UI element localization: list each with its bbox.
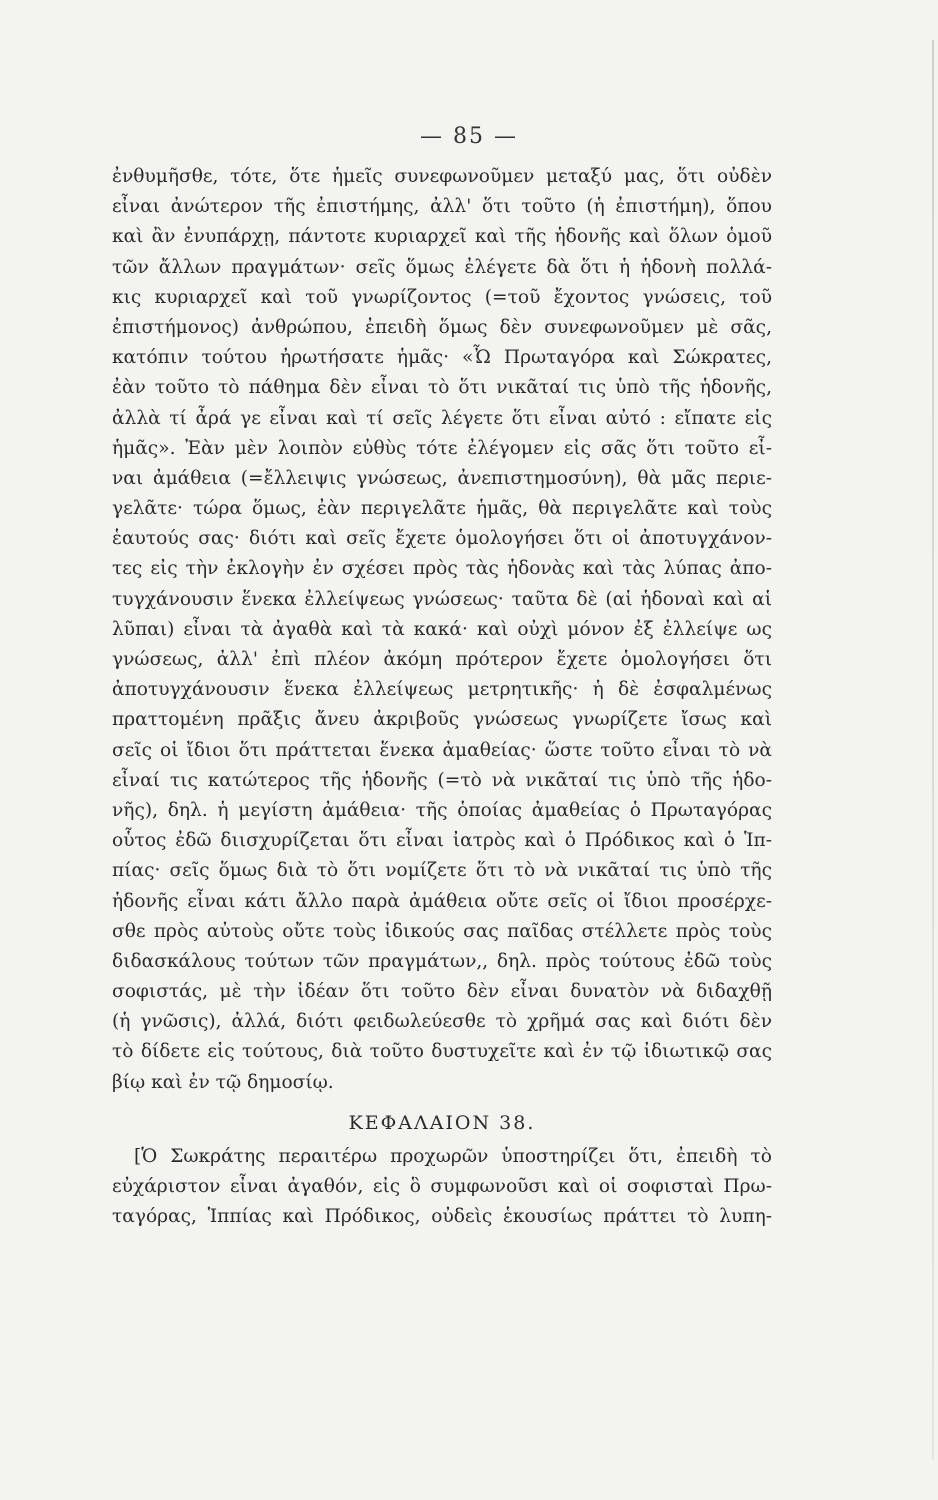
text-line: πίας· σεῖς ὅμως διὰ τὸ ὅτι νομίζετε ὅτι τὸ νὰ νικᾶταί τις ὑπὸ τῆς xyxy=(112,860,772,882)
text-line: ναι ἀμάθεια (=ἔλλειψις γνώσεως, ἀνεπιστημοσύνη), θὰ μᾶς περιε- xyxy=(112,467,772,489)
text-line: ἑαυτούς σας· διότι καὶ σεῖς ἔχετε ὁμολογήσει ὅτι οἱ ἀποτυγχάνον- xyxy=(112,528,772,550)
text-line: τῶν ἄλλων πραγμάτων· σεῖς ὅμως ἐλέγετε δὰ ὅτι ἡ ἡδονὴ πολλά- xyxy=(112,256,772,278)
text-line: τες εἰς τὴν ἐκλογὴν ἐν σχέσει πρὸς τὰς ἡδονὰς καὶ τὰς λύπας ἀπο- xyxy=(112,558,772,580)
text-block xyxy=(112,162,772,1233)
text-line: κις κυριαρχεῖ καὶ τοῦ γνωρίζοντος (=τοῦ ἔχοντος γνώσεις, τοῦ xyxy=(112,286,772,308)
text-line: σοφιστάς, μὲ τὴν ἰδέαν ὅτι τοῦτο δὲν εἶναι δυνατὸν νὰ διδαχθῇ xyxy=(112,981,772,1003)
text-line: πραττομένη πρᾶξις ἄνευ ἀκριβοῦς γνώσεως γνωρίζετε ἴσως καὶ xyxy=(112,709,772,731)
text-line: τυγχάνουσιν ἕνεκα ἐλλείψεως γνώσεως· ταῦτα δὲ (αἱ ἡδοναὶ καὶ αἱ xyxy=(112,588,772,610)
text-line: εἶναι ἀνώτερον τῆς ἐπιστήμης, ἀλλ' ὅτι τοῦτο (ἡ ἐπιστήμη), ὅπου xyxy=(112,196,772,218)
chapter-summary xyxy=(112,1142,772,1233)
text-line: ἐπιστήμονος) ἀνθρώπου, ἐπειδὴ ὅμως δὲν συνεφωνοῦμεν μὲ σᾶς, xyxy=(112,316,772,338)
text-line: ἀποτυγχάνουσιν ἕνεκα ἐλλείψεως μετρητικῆς· ἡ δὲ ἐσφαλμένως xyxy=(112,679,772,701)
text-line: ταγόρας, Ἱππίας καὶ Πρόδικος, οὐδεὶς ἑκουσίως πράττει τὸ λυπη- xyxy=(112,1206,772,1228)
text-line: εὐχάριστον εἶναι ἀγαθόν, εἰς ὃ συμφωνοῦσι καὶ οἱ σοφισταὶ Πρω- xyxy=(112,1176,772,1198)
text-line: σεῖς οἱ ἴδιοι ὅτι πράττεται ἕνεκα ἀμαθείας· ὥστε τοῦτο εἶναι τὸ νὰ xyxy=(112,739,772,761)
text-line: βίῳ καὶ ἐν τῷ δημοσίῳ. xyxy=(112,1071,334,1093)
text-line: οὗτος ἐδῶ διισχυρίζεται ὅτι εἶναι ἰατρὸς καὶ ὁ Πρόδικος καὶ ὁ Ἱπ- xyxy=(112,830,772,852)
text-line: καὶ ἂν ἐνυπάρχῃ, πάντοτε κυριαρχεῖ καὶ τῆς ἡδονῆς καὶ ὅλων ὁμοῦ xyxy=(112,226,772,248)
text-line: ἀλλὰ τί ἆρά γε εἶναι καὶ τί σεῖς λέγετε ὅτι εἶναι αὐτό : εἴπατε εἰς xyxy=(112,407,772,429)
text-line: τὸ δίδετε εἰς τούτους, διὰ τοῦτο δυστυχεῖτε καὶ ἐν τῷ ἰδιωτικῷ σας xyxy=(112,1041,772,1063)
text-line: νῆς), δηλ. ἡ μεγίστη ἀμάθεια· τῆς ὁποίας ἀμαθείας ὁ Πρωταγόρας xyxy=(112,799,772,821)
text-line: ἡδονῆς εἶναι κάτι ἄλλο παρὰ ἀμάθεια οὔτε σεῖς οἱ ἴδιοι προσέρχε- xyxy=(112,890,772,912)
chapter-heading: ΚΕΦΑΛΑΙΟΝ 38. xyxy=(348,1111,536,1134)
main-paragraph xyxy=(112,162,772,1098)
page-edge-shadow xyxy=(932,40,934,1460)
text-line: ἐὰν τοῦτο τὸ πάθημα δὲν εἶναι τὸ ὅτι νικᾶταί τις ὑπὸ τῆς ἡδονῆς, xyxy=(112,377,772,399)
text-line: γελᾶτε· τώρα ὅμως, ἐὰν περιγελᾶτε ἡμᾶς, θὰ περιγελᾶτε καὶ τοὺς xyxy=(112,498,772,520)
text-line: κατόπιν τούτου ἠρωτήσατε ἡμᾶς· «Ὦ Πρωταγόρα καὶ Σώκρατες, xyxy=(112,347,772,369)
text-line: εἶναί τις κατώτερος τῆς ἡδονῆς (=τὸ νὰ νικᾶταί τις ὑπὸ τῆς ἡδο- xyxy=(112,769,772,791)
text-line: διδασκάλους τούτων τῶν πραγμάτων,, δηλ. πρὸς τούτους ἐδῶ τοὺς xyxy=(112,950,772,972)
text-line: σθε πρὸς αὐτοὺς οὔτε τοὺς ἰδικούς σας παῖδας στέλλετε πρὸς τοὺς xyxy=(112,920,772,942)
text-line: ἡμᾶς». Ἐὰν μὲν λοιπὸν εὐθὺς τότε ἐλέγομεν εἰς σᾶς ὅτι τοῦτο εἶ- xyxy=(112,437,772,459)
text-line: λῦπαι) εἶναι τὰ ἀγαθὰ καὶ τὰ κακά· καὶ οὐχὶ μόνον ἐξ ἐλλείψε ως xyxy=(112,618,772,640)
text-line: γνώσεως, ἀλλ' ἐπὶ πλέον ἀκόμη πρότερον ἔχετε ὁμολογήσει ὅτι xyxy=(112,649,772,670)
text-line: [Ὁ Σωκράτης περαιτέρω προχωρῶν ὑποστηρίζει ὅτι, ἐπειδὴ τὸ xyxy=(134,1146,772,1167)
text-line: ἐνθυμῆσθε, τότε, ὅτε ἡμεῖς συνεφωνοῦμεν μεταξύ μας, ὅτι οὐδὲν xyxy=(112,166,772,187)
text-line: (ἡ γνῶσις), ἀλλά, διότι φειδωλεύεσθε τὸ χρῆμά σας καὶ διότι δὲν xyxy=(112,1011,772,1033)
page-number: — 85 — xyxy=(420,124,518,149)
